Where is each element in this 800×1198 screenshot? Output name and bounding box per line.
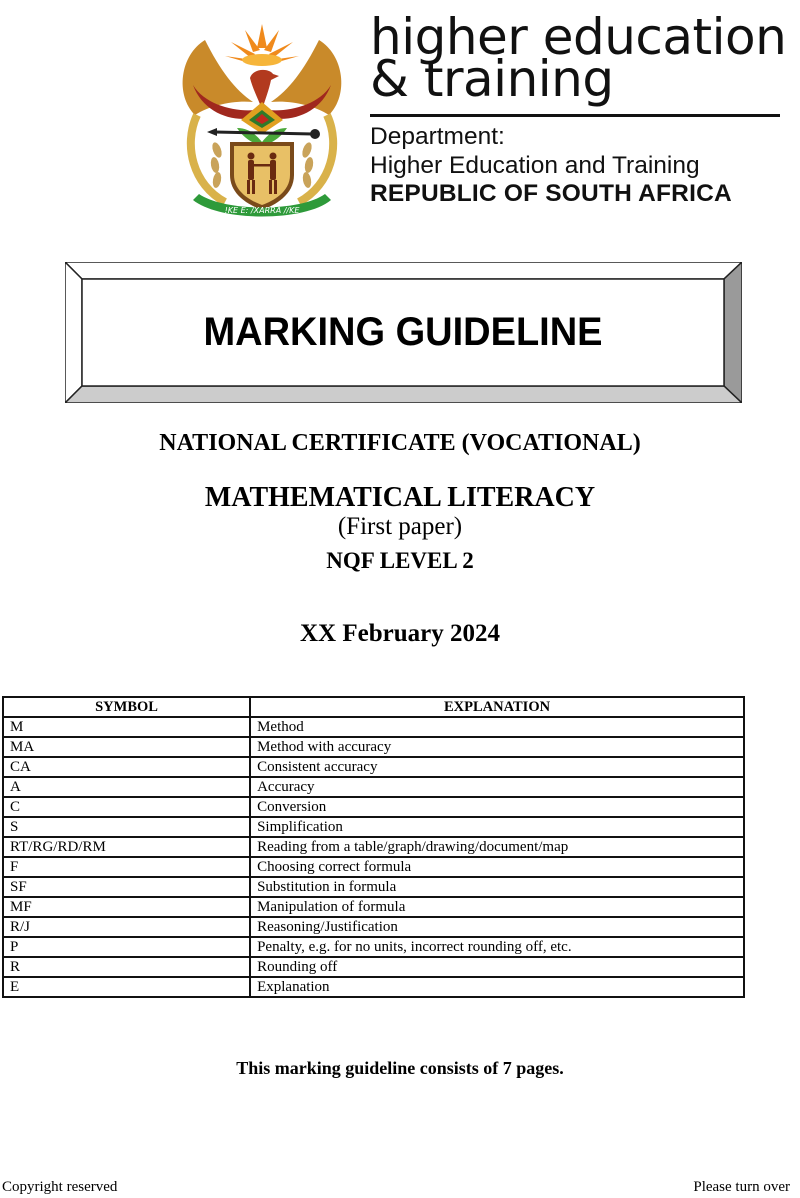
table-row <box>3 897 744 917</box>
table-row <box>3 817 744 837</box>
explanation-cell: Penalty, e.g. for no units, incorrect rounding off, etc. <box>250 937 744 957</box>
explanation-cell: Substitution in formula <box>250 877 744 897</box>
explanation-cell: Method <box>250 717 744 737</box>
table-row <box>3 837 744 857</box>
explanation-cell: Accuracy <box>250 777 744 797</box>
column-header-symbol: SYMBOL <box>3 697 250 717</box>
symbol-cell: R <box>3 957 250 977</box>
brand-divider <box>370 114 780 117</box>
motto-text: !KE E: /XARRA //KE <box>224 206 300 215</box>
symbol-cell: M <box>3 717 250 737</box>
explanation-cell: Simplification <box>250 817 744 837</box>
coat-of-arms-logo <box>165 10 360 225</box>
explanation-cell: Rounding off <box>250 957 744 977</box>
footer-copyright: Copyright reserved <box>2 1179 118 1195</box>
explanation-cell: Method with accuracy <box>250 737 744 757</box>
table-row <box>3 797 744 817</box>
country-name: REPUBLIC OF SOUTH AFRICA <box>370 180 732 207</box>
brand-line-2: & training <box>370 50 614 108</box>
explanation-cell: Consistent accuracy <box>250 757 744 777</box>
footer-turn-over: Please turn over <box>693 1179 790 1195</box>
certificate-name: NATIONAL CERTIFICATE (VOCATIONAL) <box>159 430 641 456</box>
symbol-cell: MA <box>3 737 250 757</box>
department-branding <box>370 10 790 208</box>
department-name: Higher Education and Training <box>370 152 700 179</box>
symbol-cell: R/J <box>3 917 250 937</box>
table-row <box>3 857 744 877</box>
nqf-level: NQF LEVEL 2 <box>326 548 474 573</box>
table-row <box>3 717 744 737</box>
coat-of-arms-icon <box>165 10 360 225</box>
symbol-cell: C <box>3 797 250 817</box>
symbol-cell: MF <box>3 897 250 917</box>
symbol-cell: CA <box>3 757 250 777</box>
symbol-cell: E <box>3 977 250 997</box>
department-label: Department: <box>370 123 505 150</box>
marking-symbols-table <box>2 696 745 998</box>
symbol-cell: RT/RG/RD/RM <box>3 837 250 857</box>
explanation-cell: Reasoning/Justification <box>250 917 744 937</box>
symbol-cell: S <box>3 817 250 837</box>
page-count-note: This marking guideline consists of 7 pages. <box>236 1058 564 1078</box>
subject-name: MATHEMATICAL LITERACY <box>204 482 596 513</box>
table-row <box>3 977 744 997</box>
table-row <box>3 737 744 757</box>
explanation-cell: Reading from a table/graph/drawing/document/map <box>250 837 744 857</box>
brand-line-1: higher education <box>370 8 787 66</box>
explanation-cell: Explanation <box>250 977 744 997</box>
symbol-cell: P <box>3 937 250 957</box>
table-row <box>3 957 744 977</box>
column-header-explanation: EXPLANATION <box>250 697 744 717</box>
table-row <box>3 877 744 897</box>
explanation-cell: Choosing correct formula <box>250 857 744 877</box>
explanation-cell: Conversion <box>250 797 744 817</box>
table-row <box>3 917 744 937</box>
table-row <box>3 937 744 957</box>
explanation-cell: Manipulation of formula <box>250 897 744 917</box>
symbol-cell: A <box>3 777 250 797</box>
paper-number: (First paper) <box>337 513 463 540</box>
symbol-cell: F <box>3 857 250 877</box>
document-title: MARKING GUIDELINE <box>203 310 603 354</box>
symbol-cell: SF <box>3 877 250 897</box>
table-row <box>3 777 744 797</box>
table-row <box>3 757 744 777</box>
table-header-row <box>3 697 744 717</box>
exam-date: XX February 2024 <box>300 620 500 647</box>
